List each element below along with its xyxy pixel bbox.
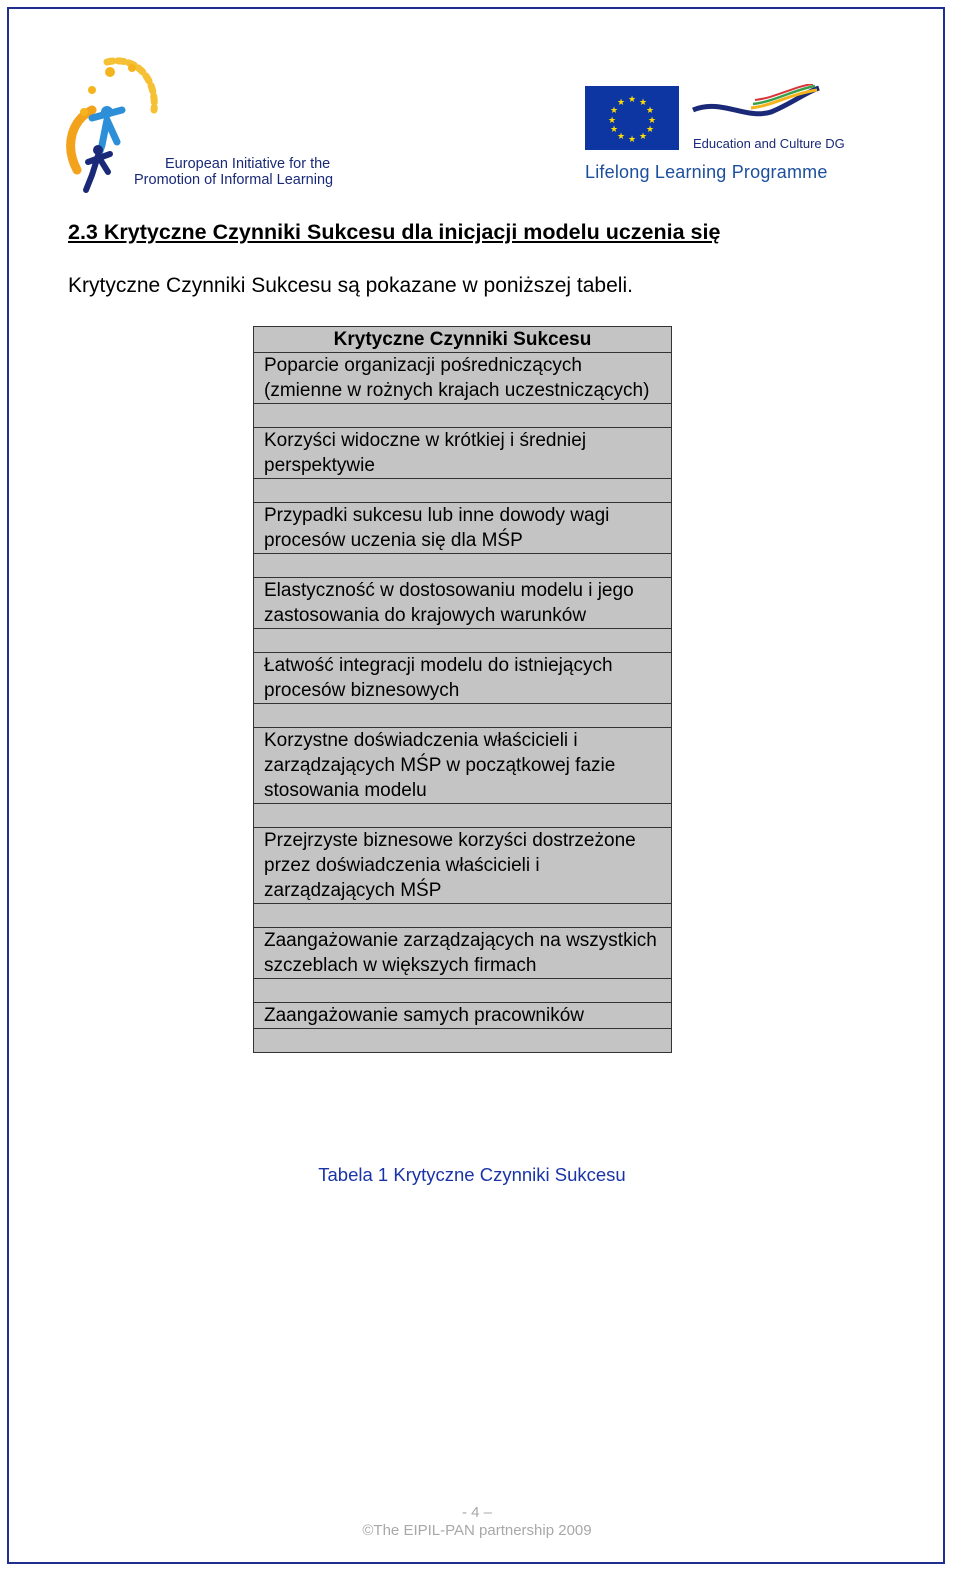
table-cell: Zaangażowanie samych pracowników [254,1003,672,1029]
svg-text:★: ★ [645,125,655,135]
table-cell: Przypadki sukcesu lub inne dowody wagi procesów uczenia się dla MŚP [254,503,672,554]
table-spacer-cell [254,554,672,578]
table-row [254,904,672,928]
dg-swoosh-icon [691,84,821,134]
table-spacer-cell [254,479,672,503]
svg-text:★: ★ [616,132,626,142]
eu-flag-icon [585,86,679,150]
dg-text: Education and Culture DG [693,136,845,151]
svg-text:★: ★ [638,132,648,142]
table-cell: Przejrzyste biznesowe korzyści dostrzeżone przez doświadczenia właścicieli i zarządzających MŚP [254,828,672,904]
table-spacer-cell [254,904,672,928]
svg-text:★: ★ [609,106,619,116]
svg-text:★: ★ [616,98,626,108]
page-number: - 4 – [461,1504,492,1521]
table-row [254,728,672,804]
section-heading: 2.3 Krytyczne Czynniki Sukcesu dla inicjacji modelu uczenia się [68,220,721,244]
table-spacer-cell [254,1029,672,1053]
table-row [254,804,672,828]
table-spacer-cell [254,804,672,828]
table-spacer-cell [254,704,672,728]
table-cell: Korzyści widoczne w krótkiej i średniej perspektywie [254,428,672,479]
svg-text:★: ★ [627,135,637,145]
svg-text:★: ★ [609,125,619,135]
table-row [254,554,672,578]
table-row [254,828,672,904]
table-body [254,353,672,1053]
table-row [254,704,672,728]
table-row [254,1029,672,1053]
table-header-row [254,327,672,353]
table-row [254,979,672,1003]
table-spacer-cell [254,629,672,653]
svg-text:★: ★ [607,116,617,126]
table-row [254,404,672,428]
table-cell: Łatwość integracji modelu do istniejących procesów biznesowych [254,653,672,704]
llp-logo [583,84,848,192]
table-cell: Poparcie organizacji pośredniczących (zmienne w rożnych krajach uczestniczących) [254,353,672,404]
table-row [254,1003,672,1029]
svg-text:★: ★ [647,116,657,126]
logo-text-line1: European Initiative for the [165,156,331,172]
success-factors-table [253,326,672,1053]
svg-text:★: ★ [645,106,655,116]
table-caption: Tabela 1 Krytyczne Czynniki Sukcesu [318,1164,626,1185]
table-row [254,928,672,979]
table-spacer-cell [254,404,672,428]
table-cell: Elastyczność w dostosowaniu modelu i jego zastosowania do krajowych warunków [254,578,672,629]
copyright: ©The EIPIL-PAN partnership 2009 [362,1522,592,1539]
table-row [254,629,672,653]
table-cell: Zaangażowanie zarządzających na wszystkich szczeblach w większych firmach [254,928,672,979]
intro-paragraph: Krytyczne Czynniki Sukcesu są pokazane w poniższej tabeli. [68,274,633,297]
programme-text: Lifelong Learning Programme [585,162,828,182]
table-row [254,503,672,554]
table-header: Krytyczne Czynniki Sukcesu [254,327,672,353]
table-row [254,653,672,704]
table-row [254,428,672,479]
svg-text:★: ★ [627,95,637,105]
logo-text-line2: Promotion of Informal Learning [134,172,334,188]
table-row [254,353,672,404]
eipil-logo [62,50,342,198]
table-row [254,578,672,629]
table-spacer-cell [254,979,672,1003]
table-cell: Korzystne doświadczenia właścicieli i zarządzających MŚP w początkowej fazie stosowania modelu [254,728,672,804]
table-row [254,479,672,503]
svg-text:★: ★ [638,98,648,108]
